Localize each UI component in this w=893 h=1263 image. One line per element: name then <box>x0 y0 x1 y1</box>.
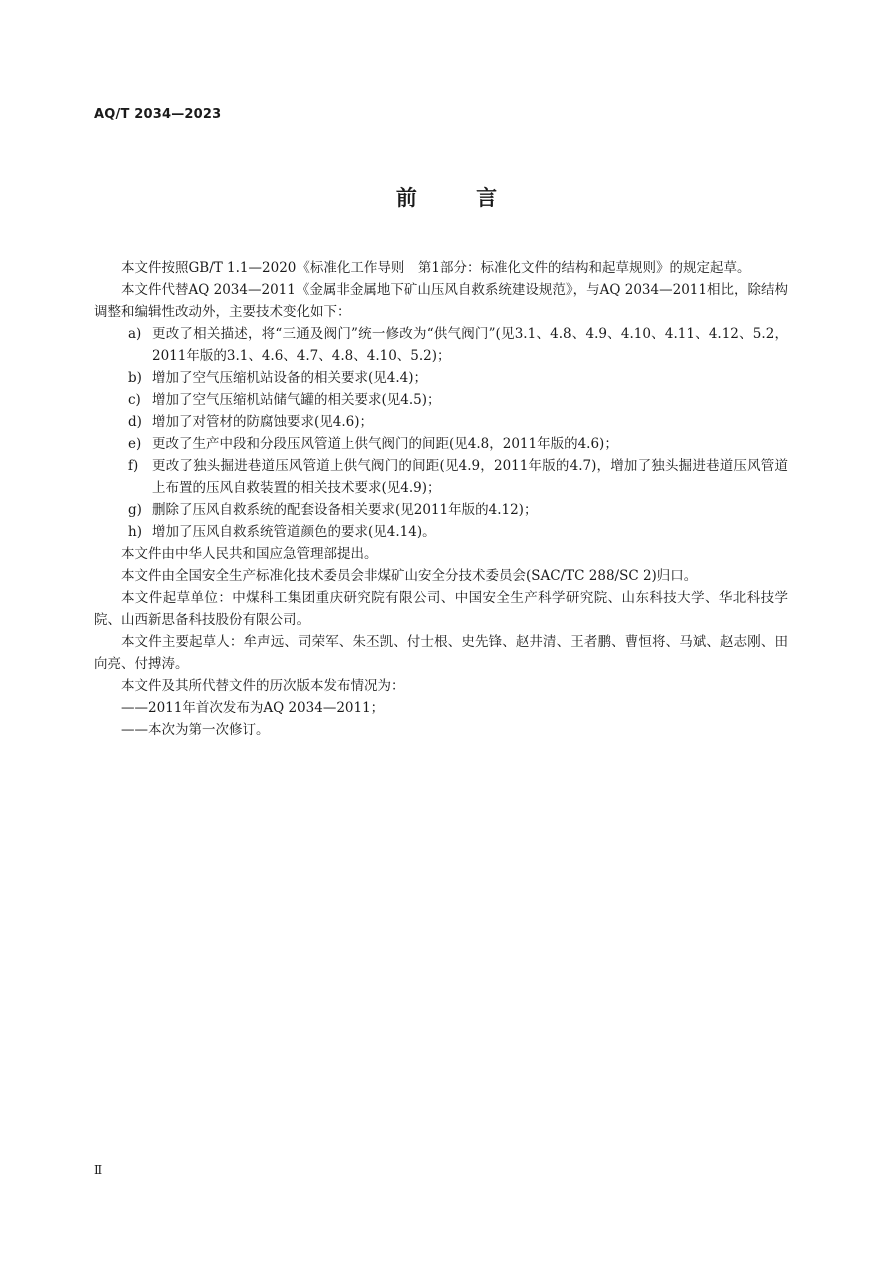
list-item <box>94 367 788 389</box>
list-item-marker: f) <box>128 458 139 474</box>
list-item-text: 增加了对管材的防腐蚀要求(见4.6)； <box>152 414 374 430</box>
page-number: Ⅱ <box>94 1163 103 1177</box>
list-item <box>94 521 788 543</box>
paragraph-history-intro: 本文件及其所代替文件的历次版本发布情况为： <box>121 678 405 694</box>
list-item-text: 删除了压风自救系统的配套设备相关要求(见2011年版的4.12)； <box>152 502 538 518</box>
list-item <box>94 389 788 411</box>
page-title: 前 言 <box>395 186 524 210</box>
foreword-body <box>94 257 788 741</box>
list-item-marker: a) <box>128 326 142 342</box>
list-item-marker: b) <box>128 370 142 386</box>
list-item-text: 增加了压风自救系统管道颜色的要求(见4.14)。 <box>152 524 436 540</box>
list-item-marker: h) <box>128 524 142 540</box>
list-item-text: 增加了空气压缩机站储气罐的相关要求(见4.5)； <box>152 392 441 408</box>
list-item-marker: c) <box>128 392 141 408</box>
history-item: ——本次为第一次修订。 <box>121 722 270 738</box>
list-item-text: 更改了相关描述，将“三通及阀门”统一修改为“供气阀门”(见3.1、4.8、4.9、4.10、4.11、4.12、5.2，2011年版的3.1、4.6、4.7、4.8、4.10、5.2)； <box>152 326 788 364</box>
paragraph-proposer: 本文件由中华人民共和国应急管理部提出。 <box>121 546 378 562</box>
list-item <box>94 499 788 521</box>
paragraph-drafting-rules: 本文件按照GB/T 1.1—2020《标准化工作导则 第1部分：标准化文件的结构和起草规则》的规定起草。 <box>121 260 751 276</box>
list-item-text: 更改了独头掘进巷道压风管道上供气阀门的间距(见4.9，2011年版的4.7)，增加了独头掘进巷道压风管道上布置的压风自救装置的相关技术要求(见4.9)； <box>152 458 788 496</box>
history-item: ——2011年首次发布为AQ 2034—2011； <box>121 700 385 716</box>
paragraph-replaces: 本文件代替AQ 2034—2011《金属非金属地下矿山压风自救系统建设规范》，与AQ 2034—2011相比，除结构调整和编辑性改动外，主要技术变化如下： <box>94 282 788 320</box>
list-item <box>94 411 788 433</box>
list-item <box>94 433 788 455</box>
paragraph-drafting-units: 本文件起草单位：中煤科工集团重庆研究院有限公司、中国安全生产科学研究院、山东科技大学、华北科技学院、山西新思备科技股份有限公司。 <box>94 590 788 628</box>
list-item-marker: g) <box>128 502 142 518</box>
changes-list <box>94 323 788 543</box>
list-item-marker: d) <box>128 414 142 430</box>
list-item-text: 增加了空气压缩机站设备的相关要求(见4.4)； <box>152 370 428 386</box>
paragraph-drafters: 本文件主要起草人：牟声远、司荣军、朱丕凯、付士根、史先锋、赵井清、王者鹏、曹恒将、马斌、赵志刚、田向亮、付搏涛。 <box>94 634 788 672</box>
list-item-text: 更改了生产中段和分段压风管道上供气阀门的间距(见4.8，2011年版的4.6)； <box>152 436 618 452</box>
paragraph-committee: 本文件由全国安全生产标准化技术委员会非煤矿山安全分技术委员会(SAC/TC 288/SC 2)归口。 <box>121 568 698 584</box>
list-item <box>94 323 788 367</box>
standard-code: AQ/T 2034—2023 <box>94 107 222 122</box>
list-item-marker: e) <box>128 436 142 452</box>
list-item <box>94 455 788 499</box>
